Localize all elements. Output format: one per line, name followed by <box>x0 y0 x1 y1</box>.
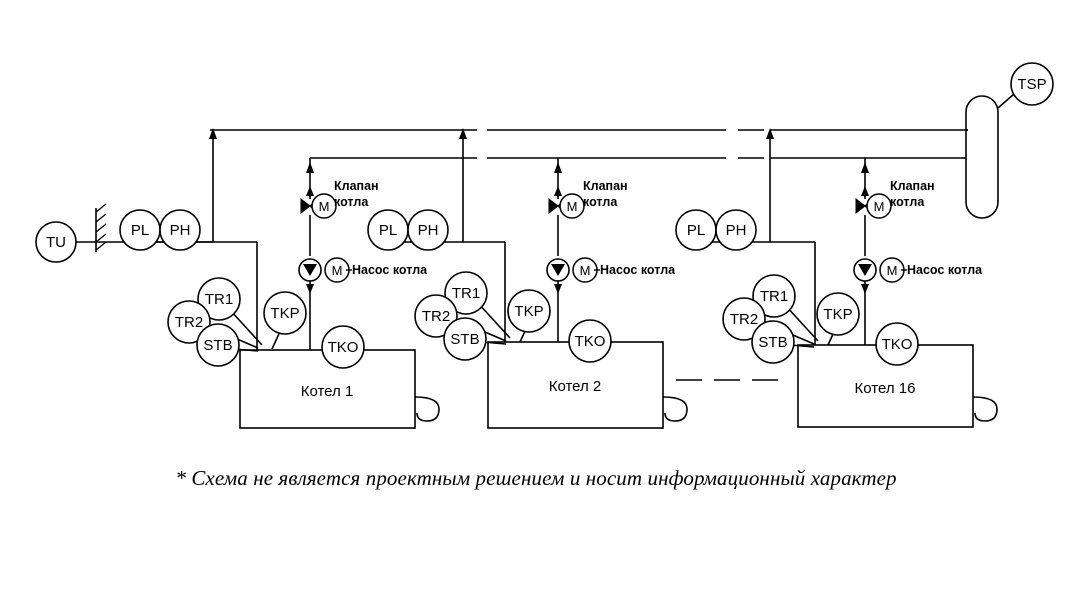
valve-label-16-line1: Клапан <box>890 179 935 193</box>
boiler16-sensors <box>676 194 918 365</box>
pump-motor-16[interactable] <box>880 258 904 282</box>
sensor-stb-1-label: STB <box>203 337 233 354</box>
arrow-boiler16-supply <box>861 162 869 173</box>
tsp-lead <box>998 94 1014 108</box>
sensor-ph-16[interactable] <box>716 210 756 250</box>
boiler-burner-1 <box>415 397 439 421</box>
valve-label-1-line1: Клапан <box>334 179 379 193</box>
boiler16-pump <box>854 259 876 294</box>
sensor-pl-1[interactable] <box>120 210 160 250</box>
valve-motor-16-label: M <box>873 199 885 214</box>
sensor-tr2-1-label: TR2 <box>174 314 204 331</box>
valve-label-1-line2: котла <box>334 195 369 209</box>
sensor-stb-2-label: STB <box>450 331 480 348</box>
boiler1-pump <box>299 259 321 294</box>
sensor-pl-1-label: PL <box>130 222 150 239</box>
valve-motor-16[interactable] <box>867 194 891 218</box>
pump-label-16: Насос котла <box>907 263 983 277</box>
pump-label-1: Насос котла <box>352 263 428 277</box>
sensor-tko-16-label: TKO <box>881 336 913 353</box>
sensor-tu[interactable] <box>36 222 76 262</box>
sensor-ph-2[interactable] <box>408 210 448 250</box>
pump-motor-16-label: M <box>886 263 898 278</box>
valve-label-16-line2: котла <box>890 195 925 209</box>
sensor-ph-2-label: PH <box>417 222 439 239</box>
sensor-stb-16-label: STB <box>758 334 788 351</box>
footnote: * Схема не является проектным решением и носит информационный характер <box>175 466 897 490</box>
pump-motor-2-label: M <box>579 263 591 278</box>
sensor-stb-2[interactable] <box>444 318 486 360</box>
wall-hatching <box>96 204 106 250</box>
boiler-name-16: Котел 16 <box>854 380 916 397</box>
boiler-burner-16 <box>973 397 997 421</box>
sensor-tko-1[interactable] <box>322 326 364 368</box>
sensor-tko-1-label: TKO <box>327 339 359 356</box>
sensor-pl-16-label: PL <box>686 222 706 239</box>
sensor-tko-16[interactable] <box>876 323 918 365</box>
sensor-ph-1[interactable] <box>160 210 200 250</box>
boiler-burner-2 <box>663 397 687 421</box>
pump-motor-2[interactable] <box>573 258 597 282</box>
valve-motor-1[interactable] <box>312 194 336 218</box>
arrow-boiler2-supply <box>554 162 562 173</box>
boiler-name-1: Котел 1 <box>300 383 354 400</box>
valve-label-2-line1: Клапан <box>583 179 628 193</box>
pump-motor-1[interactable] <box>325 258 349 282</box>
sensor-tr1-1-label: TR1 <box>204 291 234 308</box>
sensor-bubbles <box>36 63 1053 368</box>
boiler-name-2: Котел 2 <box>548 378 602 395</box>
valve-label-2-line2: котла <box>583 195 618 209</box>
sensor-tkp-16[interactable] <box>817 293 859 335</box>
sensor-stb-16[interactable] <box>752 321 794 363</box>
sensor-tko-2-label: TKO <box>574 333 606 350</box>
boiler2-sensors <box>368 194 611 362</box>
boiler2-pump <box>547 259 569 294</box>
valve-motor-2-label: M <box>566 199 578 214</box>
sensor-tkp-16-label: TKP <box>823 306 853 323</box>
valve-motor-2[interactable] <box>560 194 584 218</box>
sensor-pl-2-label: PL <box>378 222 398 239</box>
sensor-tr2-16-label: TR2 <box>729 311 759 328</box>
sensor-ph-1-label: PH <box>169 222 191 239</box>
sensor-tkp-2-label: TKP <box>514 303 544 320</box>
sensor-pl-16[interactable] <box>676 210 716 250</box>
sensor-tkp-1-label: TKP <box>270 305 300 322</box>
pump-label-2: Насос котла <box>600 263 676 277</box>
sensor-tkp-1[interactable] <box>264 292 306 334</box>
sensor-tsp-label: TSP <box>1017 76 1047 93</box>
sensor-stb-1[interactable] <box>197 324 239 366</box>
sensor-pl-2[interactable] <box>368 210 408 250</box>
sensor-ph-16-label: PH <box>725 222 747 239</box>
buffer-tank <box>966 96 998 218</box>
sensor-tko-2[interactable] <box>569 320 611 362</box>
sensor-tr2-2-label: TR2 <box>421 308 451 325</box>
sensor-tkp-2[interactable] <box>508 290 550 332</box>
pump-motor-1-label: M <box>331 263 343 278</box>
sensor-tu-label: TU <box>46 234 66 251</box>
valve-motor-1-label: M <box>318 199 330 214</box>
arrow-boiler1-supply <box>306 162 314 173</box>
sensor-tr1-16-label: TR1 <box>759 288 789 305</box>
sensor-tr1-2-label: TR1 <box>451 285 481 302</box>
sensor-tsp[interactable] <box>1011 63 1053 105</box>
